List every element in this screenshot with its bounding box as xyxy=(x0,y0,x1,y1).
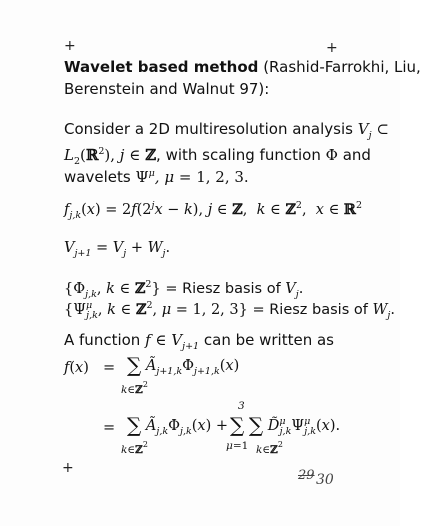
sum-index-1: k∈ℤ$^2$ xyxy=(121,380,148,396)
math-f-in-vj1: f ∈ $V_{j+1}$ xyxy=(145,331,200,352)
equation-equals-1: = xyxy=(103,360,116,376)
riesz-basis-vj: {$\Phi_{j,k}$, k ∈ ℤ$^2$} = Riesz basis of $V_j$. xyxy=(64,279,304,300)
expansion-tail: can be written as xyxy=(203,331,334,349)
citation-part-2: Berenstein and Walnut 97): xyxy=(64,80,270,98)
intro-text-1: Consider a 2D multiresolution analysis xyxy=(64,120,353,138)
sum-index-3: k∈ℤ$^2$ xyxy=(256,440,283,456)
equation-expansion-1: f(x) xyxy=(64,360,89,376)
math-vj-subset: $V_j$ ⊂ xyxy=(357,120,389,141)
equation-equals-2: = xyxy=(103,420,116,436)
riesz-label-1: = Riesz basis of xyxy=(165,281,281,297)
intro-text-2: , with scaling function xyxy=(156,146,321,164)
registration-mark-top-right: + xyxy=(326,40,338,56)
registration-mark-bottom-left: + xyxy=(62,460,74,476)
heading-line-1 xyxy=(64,57,421,78)
intro-and: and xyxy=(342,146,371,164)
page-number-struck: 29 xyxy=(298,468,315,483)
slide-title: Wavelet based method xyxy=(64,58,259,76)
intro-text-3: wavelets xyxy=(64,168,131,186)
equation-fjk: $f_{j,k}(x) = 2f(2^jx - k)$, j ∈ ℤ, k ∈ ℤ$^2$, x ∈ ℝ$^2$ xyxy=(64,200,363,221)
expansion-lead: A function xyxy=(64,331,141,349)
math-psi-mu: $\Psi^\mu$, μ = 1, 2, 3. xyxy=(135,168,249,186)
equation-expansion-2-rhs: ∑ $Ã_{j,k}\Phi_{j,k}(x)$ + xyxy=(127,413,229,437)
equation-expansion-2-wavelets: ∑ ∑ $D̃^\mu_{j,k}\Psi^\mu_{j,k}(x)$. xyxy=(230,413,341,437)
math-phi: Φ xyxy=(325,146,338,164)
riesz-basis-wj: {$\Psi^\mu_{j,k}$, k ∈ ℤ$^2$, μ = 1, 2, 3} = Riesz basis of $W_j$. xyxy=(64,300,395,321)
registration-mark-top-left: + xyxy=(64,38,76,54)
sum-upper-limit: 3 xyxy=(238,400,245,412)
page-number: 30 xyxy=(316,472,334,488)
sum-index-mu: μ=1 xyxy=(226,440,249,452)
citation-part-1: (Rashid-Farrokhi, Liu, xyxy=(263,58,421,76)
intro-line-3 xyxy=(64,163,249,188)
math-l2-r2: $L_2(ℝ^2)$, j ∈ ℤ xyxy=(64,146,157,167)
sum-index-2: k∈ℤ$^2$ xyxy=(121,440,148,456)
equation-expansion-1-rhs: ∑ $Ã_{j+1,k}\Phi_{j+1,k}(x)$ xyxy=(127,353,240,377)
riesz-label-2: = Riesz basis of xyxy=(252,302,368,318)
equation-vj-decomposition: $V_{j+1} = V_j + W_j$. xyxy=(64,240,171,259)
